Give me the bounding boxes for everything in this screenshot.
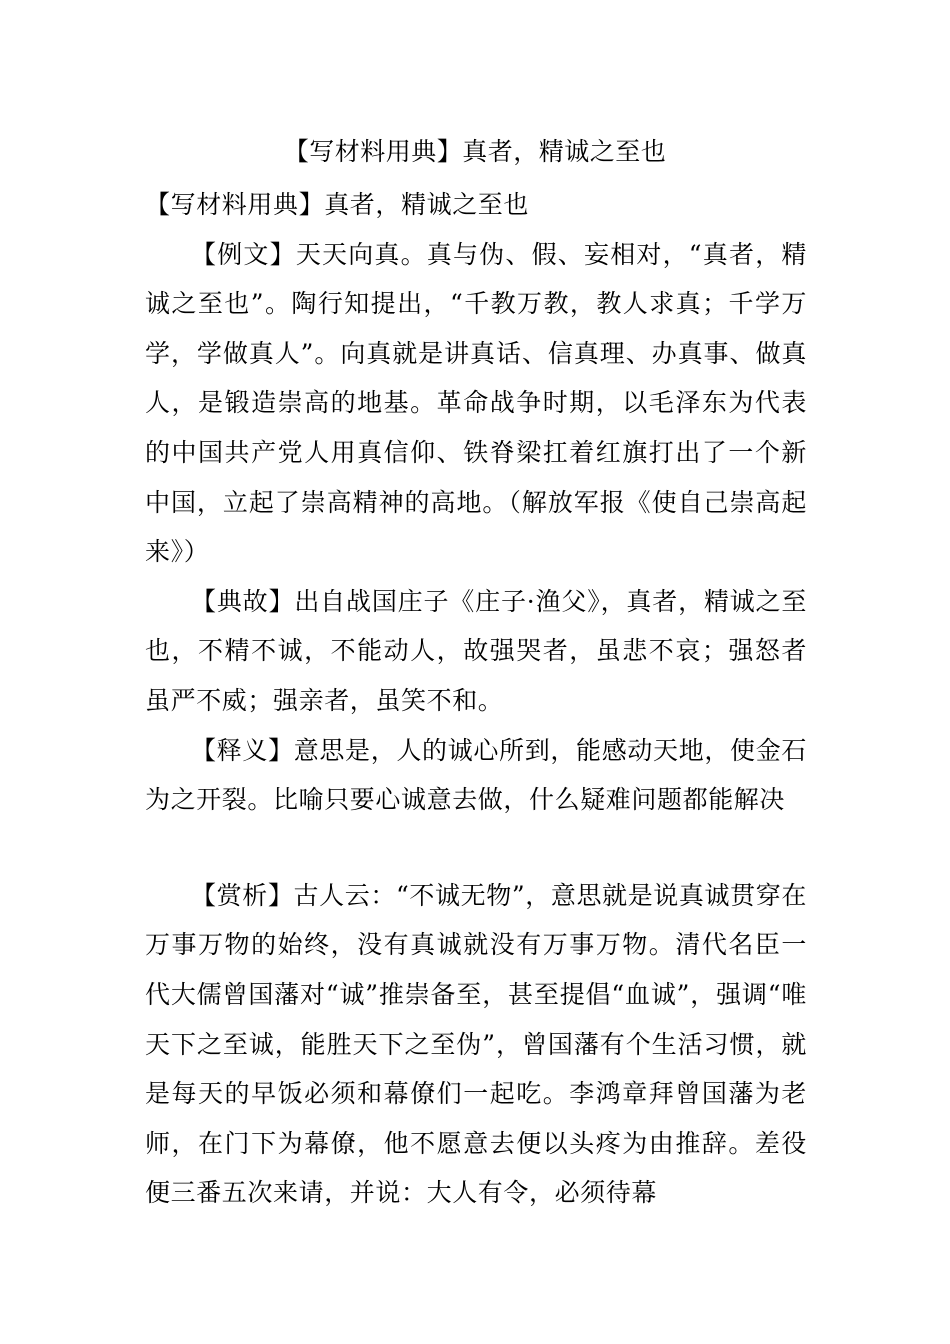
paragraph-interpretation [145, 726, 807, 825]
document-body [145, 180, 807, 1218]
paragraph-label-allusion: 【典故】 [191, 586, 295, 616]
paragraph-allusion [145, 577, 807, 726]
paragraph-text-example: 天天向真。真与伪、假、妄相对，“真者，精诚之至也”。陶行知提出，“千教万教，教人求真；千学万学，学做真人”。向真就是讲真话、信真理、办真事、做真人，是锻造崇高的地基。革命战争时期，以毛泽东为代表的中国共产党人用真信仰、铁脊梁扛着红旗打出了一个新中国，立起了崇高精神的高地。（解放军报《使自己崇高起来》） [145, 239, 807, 567]
paragraph-label-example: 【例文】 [191, 239, 296, 269]
paragraph-text-interpretation: 意思是，人的诚心所到，能感动天地，使金石为之开裂。比喻只要心诚意去做，什么疑难问题都能解决 [145, 735, 807, 815]
paragraph-text-appreciation: 古人云：“不诚无物”，意思就是说真诚贯穿在万事万物的始终，没有真诚就没有万事万物。清代名臣一代大儒曾国藩对“诚”推崇备至，甚至提倡“血诚”，强调“唯天下之至诚，能胜天下之至伪”，曾国藩有个生活习惯，就是每天的早饭必须和幕僚们一起吃。李鸿章拜曾国藩为老师，在门下为幕僚，他不愿意去便以头疼为由推辞。差役便三番五次来请，并说：大人有令，必须待幕 [145, 880, 807, 1208]
paragraph-spacer [145, 825, 807, 871]
document-title: 【写材料用典】真者，精诚之至也 [283, 137, 667, 166]
paragraph-label-interpretation: 【释义】 [191, 735, 294, 765]
paragraph-appreciation [145, 871, 807, 1218]
paragraph-text-allusion: 出自战国庄子《庄子·渔父》，真者，精诚之至也，不精不诚，不能动人，故强哭者，虽悲不哀；强怒者虽严不威；强亲者，虽笑不和。 [145, 586, 807, 715]
document-subtitle: 【写材料用典】真者，精诚之至也 [145, 190, 530, 219]
paragraph-example [145, 230, 807, 577]
paragraph-label-appreciation: 【赏析】 [191, 880, 294, 910]
